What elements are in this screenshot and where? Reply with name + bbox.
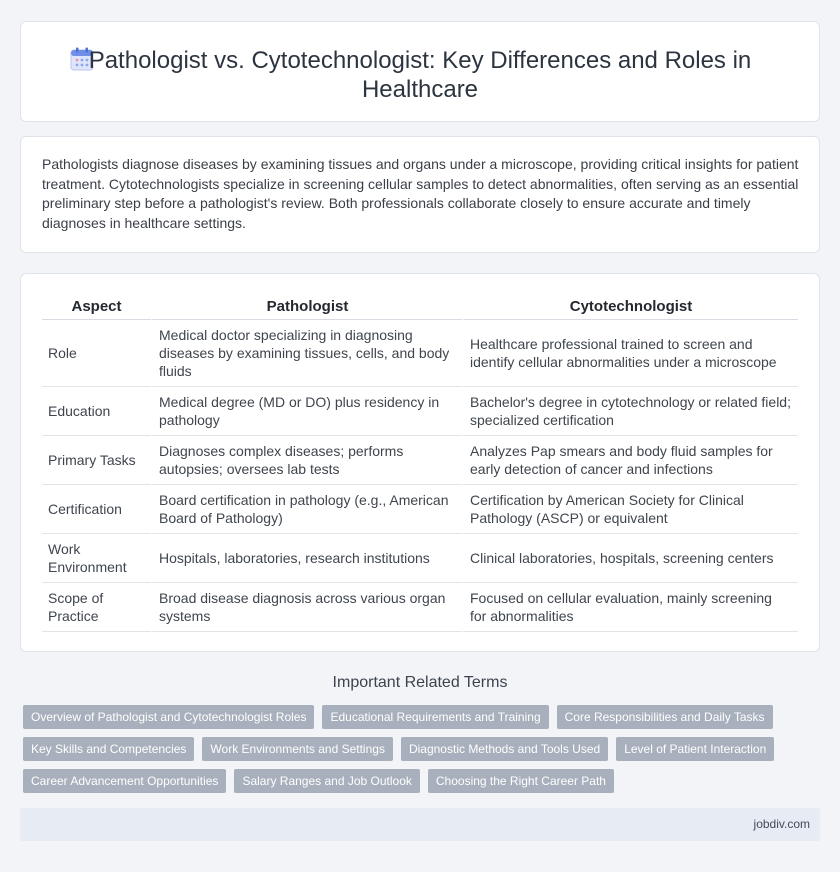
tag-work-environments[interactable]: Work Environments and Settings [202,737,393,761]
pathologist-cell: Broad disease diagnosis across various organ systems [151,583,462,632]
tag-career-path[interactable]: Choosing the Right Career Path [428,769,614,793]
aspect-cell: Work Environment [42,534,151,583]
aspect-cell: Certification [42,485,151,534]
tag-patient-interaction[interactable]: Level of Patient Interaction [616,737,774,761]
intro-paragraph: Pathologists diagnose diseases by examining tissues and organs under a microscope, providing critical insights for patient treatment. Cytotechnologists specialize in screening cellular samples to detect abnormalities, often serving as an essential preliminary step before a pathologist's review. Both professionals collaborate closely to ensure accurate and timely diagnoses in healthcare settings. [42,156,799,231]
header-pathologist: Pathologist [151,294,462,320]
tag-key-skills[interactable]: Key Skills and Competencies [23,737,194,761]
cytotechnologist-cell: Focused on cellular evaluation, mainly screening for abnormalities [462,583,798,632]
tag-education-training[interactable]: Educational Requirements and Training [322,705,548,729]
intro-card [20,136,820,253]
tag-career-advancement[interactable]: Career Advancement Opportunities [23,769,226,793]
cytotechnologist-cell: Bachelor's degree in cytotechnology or related field; specialized certification [462,387,798,436]
tag-salary-outlook[interactable]: Salary Ranges and Job Outlook [234,769,419,793]
related-terms-heading: Important Related Terms [332,674,508,691]
table-row [42,534,798,583]
comparison-card [20,273,820,652]
footer-site-link[interactable]: jobdiv.com [753,817,810,831]
pathologist-cell: Board certification in pathology (e.g., American Board of Pathology) [151,485,462,534]
tag-overview-roles[interactable]: Overview of Pathologist and Cytotechnologist Roles [23,705,314,729]
aspect-cell: Role [42,320,151,387]
pathologist-cell: Hospitals, laboratories, research institutions [151,534,462,583]
pathologist-cell: Medical degree (MD or DO) plus residency in pathology [151,387,462,436]
cytotechnologist-cell: Analyzes Pap smears and body fluid samples for early detection of cancer and infections [462,436,798,485]
table-row [42,387,798,436]
pathologist-cell: Medical doctor specializing in diagnosing diseases by examining tissues, cells, and body fluids [151,320,462,387]
table-header-row [42,294,798,320]
comparison-table [42,294,798,632]
related-terms-tags [23,705,803,801]
tag-diagnostic-methods[interactable]: Diagnostic Methods and Tools Used [401,737,608,761]
page-title: Pathologist vs. Cytotechnologist: Key Differences and Roles in Healthcare [88,47,752,103]
header-cytotechnologist: Cytotechnologist [462,294,798,320]
tag-row [23,769,803,793]
table-row [42,583,798,632]
aspect-cell: Education [42,387,151,436]
tag-core-responsibilities[interactable]: Core Responsibilities and Daily Tasks [557,705,773,729]
aspect-cell: Primary Tasks [42,436,151,485]
footer-bar [20,808,820,841]
table-row [42,436,798,485]
aspect-cell: Scope of Practice [42,583,151,632]
cytotechnologist-cell: Healthcare professional trained to screen and identify cellular abnormalities under a microscope [462,320,798,387]
tag-row [23,705,803,729]
pathologist-cell: Diagnoses complex diseases; performs autopsies; oversees lab tests [151,436,462,485]
title-card [20,21,820,122]
tag-row [23,737,803,761]
cytotechnologist-cell: Certification by American Society for Clinical Pathology (ASCP) or equivalent [462,485,798,534]
table-row [42,485,798,534]
cytotechnologist-cell: Clinical laboratories, hospitals, screening centers [462,534,798,583]
header-aspect: Aspect [42,294,151,320]
table-row [42,320,798,387]
